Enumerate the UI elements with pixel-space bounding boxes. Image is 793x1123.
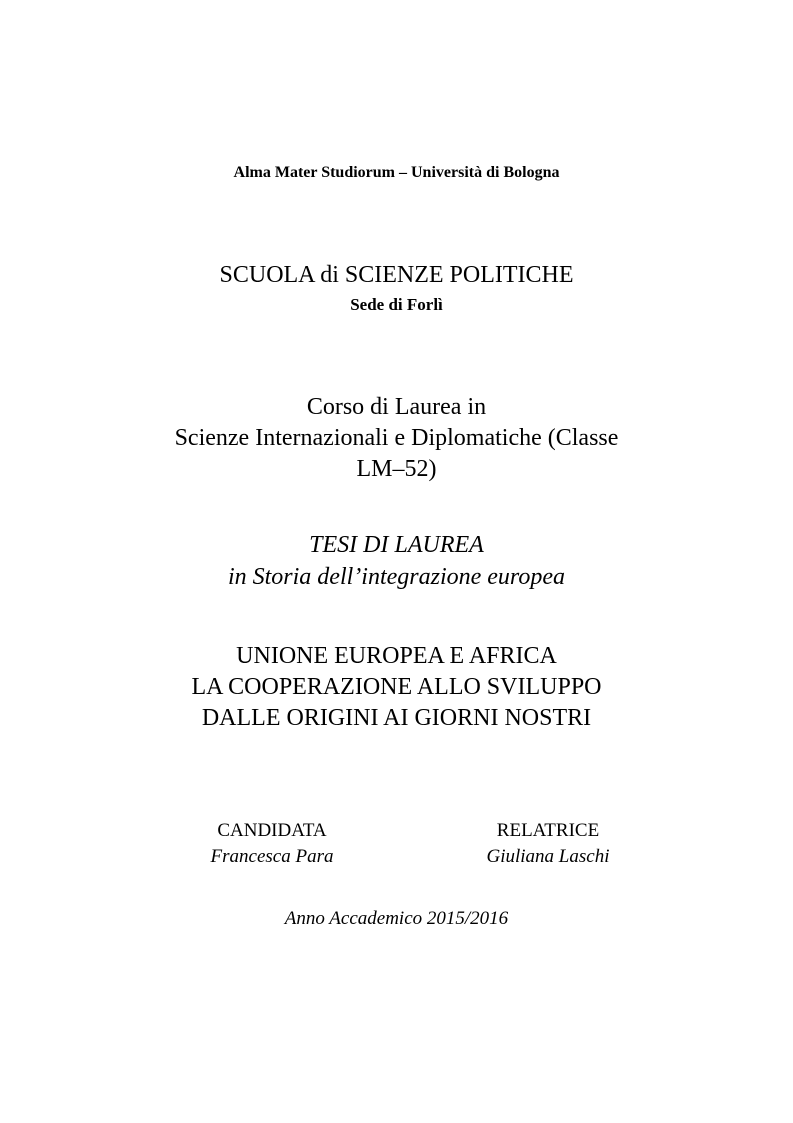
course-line-3: LM–52) [356, 456, 437, 482]
school-name: SCUOLA di SCIENZE POLITICHE [219, 262, 574, 288]
candidate-name: Francesca Para [210, 846, 334, 867]
candidate-label: CANDIDATA [217, 820, 327, 841]
supervisor-label: RELATRICE [496, 820, 600, 841]
thesis-title-line-1: UNIONE EUROPEA E AFRICA [236, 643, 557, 669]
school-seat: Sede di Forlì [350, 295, 443, 314]
supervisor-block [460, 821, 636, 866]
thesis-label: TESI DI LAUREA [309, 532, 484, 558]
academic-year: Anno Accademico 2015/2016 [284, 908, 509, 929]
course-line-1: Corso di Laurea in [306, 394, 487, 420]
supervisor-name: Giuliana Laschi [486, 846, 610, 867]
course-line-2: Scienze Internazionali e Diplomatiche (Classe [174, 425, 619, 451]
thesis-title-line-2: LA COOPERAZIONE ALLO SVILUPPO [191, 674, 602, 700]
thesis-title-line-3: DALLE ORIGINI AI GIORNI NOSTRI [201, 705, 592, 731]
university-name: Alma Mater Studiorum – Università di Bologna [233, 164, 560, 181]
candidate-block [184, 821, 360, 866]
thesis-subject: in Storia dell’integrazione europea [227, 564, 566, 590]
